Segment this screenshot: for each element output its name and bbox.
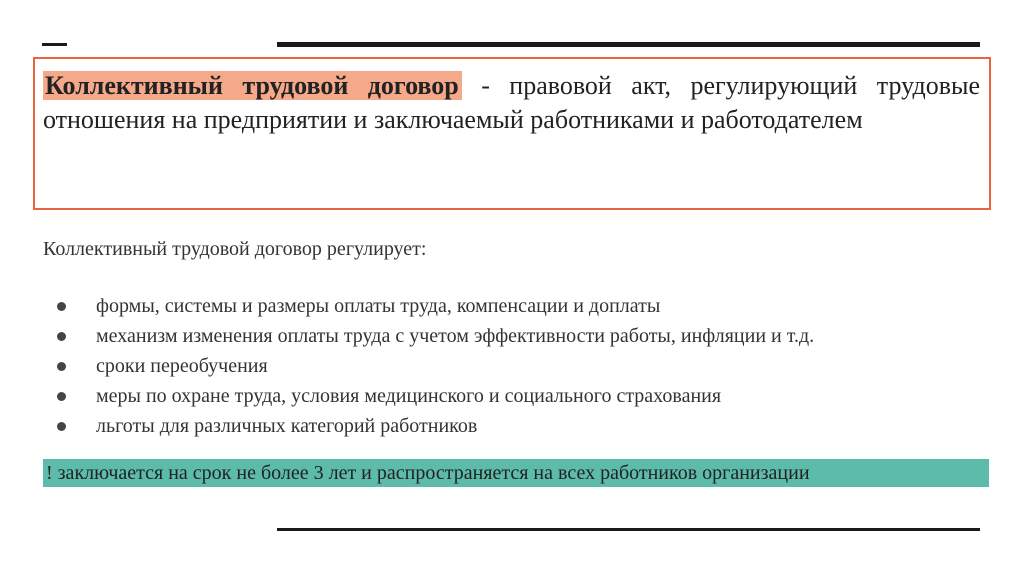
bullet-dot-icon <box>57 422 66 431</box>
list-item-text: сроки переобучения <box>96 355 268 377</box>
list-item-text: механизм изменения оплаты труда с учетом эффективности работы, инфляции и т.д. <box>96 325 815 347</box>
list-item-text: меры по охране труда, условия медицинского и социального страхования <box>96 385 722 407</box>
intro-text: Коллективный трудовой договор регулирует: <box>43 238 427 260</box>
definition-term: Коллективный трудовой договор <box>43 71 462 100</box>
list-item-text: льготы для различных категорий работников <box>96 415 478 437</box>
definition-body: - правовой акт, регулирующий трудовые отношения на предприятии и заключаемый работниками и работодателем <box>43 71 980 134</box>
bullet-list <box>43 291 814 441</box>
list-item <box>43 351 814 381</box>
decor-dash <box>42 43 67 46</box>
bullet-dot-icon <box>57 362 66 371</box>
list-item-text: формы, системы и размеры оплаты труда, компенсации и доплаты <box>96 295 661 317</box>
top-rule <box>277 42 980 47</box>
definition-text <box>43 69 980 137</box>
list-item <box>43 381 814 411</box>
list-item <box>43 291 814 321</box>
highlight-note: ! заключается на срок не более 3 лет и распространяется на всех работников организации <box>43 459 989 487</box>
bullet-dot-icon <box>57 332 66 341</box>
list-item <box>43 321 814 351</box>
bullet-dot-icon <box>57 392 66 401</box>
bullet-dot-icon <box>57 302 66 311</box>
list-item <box>43 411 814 441</box>
bottom-rule <box>277 528 980 531</box>
